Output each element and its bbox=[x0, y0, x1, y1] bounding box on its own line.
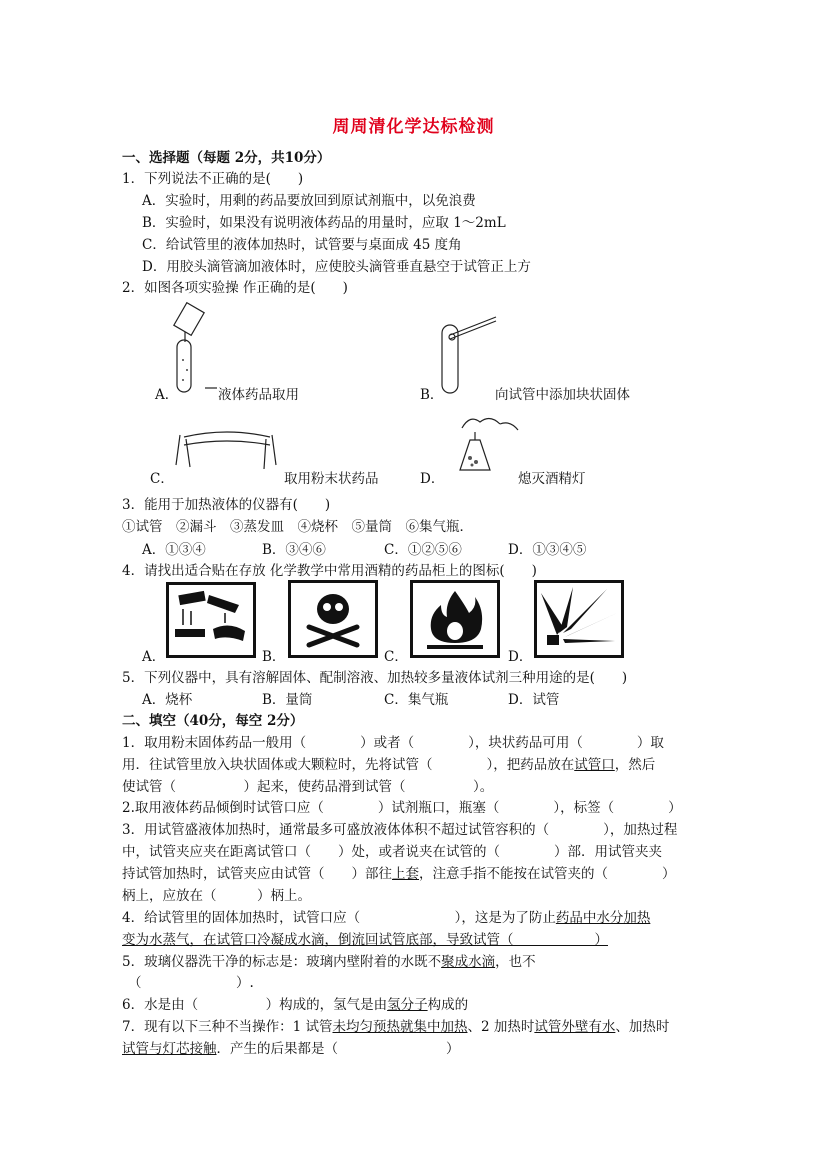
fill-1-underlined: 试管口 bbox=[574, 757, 615, 773]
q4-option-b: B． bbox=[262, 649, 286, 665]
fill-1-line-2 bbox=[122, 753, 655, 773]
fill-7-text-2: 、2 加热时 bbox=[467, 1019, 535, 1035]
fill-4-underlined: 药品中水分加热 bbox=[555, 910, 651, 926]
q4-option-d: D． bbox=[508, 649, 533, 665]
q5-option-d: D．试管 bbox=[508, 692, 560, 708]
q5-option-b: B．量筒 bbox=[262, 692, 313, 708]
fill-7-underlined-1: 未均匀预热就集中加热 bbox=[332, 1019, 468, 1035]
fill-3-line-4: 柄上，应放在（ ）柄上。 bbox=[122, 888, 311, 904]
section-1-heading: 一、选择题（每题 2分，共10分） bbox=[122, 150, 331, 166]
fill-3-underlined: 上套 bbox=[392, 866, 419, 882]
fill-4-text: 4．给试管里的固体加热时，试管口应（ ），这是为了防止 bbox=[122, 910, 556, 926]
alcohol-lamp-illustration bbox=[440, 410, 520, 485]
q4-option-c: C． bbox=[384, 649, 408, 665]
q3-items: ①试管 ②漏斗 ③蒸发皿 ④烧杯 ⑤量筒 ⑥集气瓶． bbox=[122, 519, 473, 535]
fill-1-text-end: ，然后 bbox=[614, 757, 656, 773]
fill-3-line-1: 3．用试管盛液体加热时，通常最多可盛放液体体积不超过试管容积的（ ），加热过程 bbox=[122, 822, 678, 838]
q2-b-letter: B． bbox=[420, 387, 444, 403]
section-2-heading: 二、填空（40分，每空 2分） bbox=[122, 713, 304, 729]
q4-stem: 4．请找出适合贴在存放 化学教学中常用酒精的药品柜上的图标( ) bbox=[122, 563, 537, 579]
fill-5-text: 5．玻璃仪器洗干净的标志是：玻璃内壁附着的水既不 bbox=[122, 954, 442, 970]
fill-3-text-end: ，注意手指不能按在试管夹的（ ） bbox=[419, 866, 676, 882]
tube-tongs-illustration bbox=[430, 305, 500, 395]
q3-option-d: D．①③④⑤ bbox=[508, 542, 587, 558]
q2-a-caption: 液体药品取用 bbox=[218, 387, 299, 403]
q2-d-letter: D． bbox=[420, 471, 445, 487]
fill-7-line-2 bbox=[122, 1037, 460, 1057]
fill-7-text-3: 、加热时 bbox=[615, 1019, 670, 1035]
flammable-flame-icon bbox=[410, 580, 500, 658]
toxic-skull-icon bbox=[288, 580, 378, 658]
fill-1-text: 用．往试管里放入块状固体或大颗粒时，先将试管（ ），把药品放在 bbox=[122, 757, 575, 773]
fill-3-line-2: 中，试管夹应夹在距离试管口（ ）处，或者说夹在试管的（ ）部．用试管夹夹 bbox=[122, 844, 662, 860]
fill-4-line-1 bbox=[122, 906, 650, 926]
page-title: 周周清化学达标检测 bbox=[332, 117, 495, 137]
q2-a-letter: A． bbox=[155, 387, 179, 403]
q1-option-b: B．实验时，如果没有说明液体药品的用量时，应取 1～2mL bbox=[142, 215, 506, 231]
corrosive-icon bbox=[166, 582, 256, 658]
q1-option-a: A．实验时，用剩的药品要放回到原试剂瓶中，以免浪费 bbox=[142, 193, 476, 209]
q3-option-c: C．①②⑤⑥ bbox=[384, 542, 462, 558]
q1-option-c: C．给试管里的液体加热时，试管要与桌面成 45 度角 bbox=[142, 237, 462, 253]
fill-5-line-2: （ ）. bbox=[128, 975, 254, 991]
q2-stem: 2．如图各项实验操 作正确的是( ) bbox=[122, 280, 348, 296]
fill-5-underlined: 聚成水滴 bbox=[441, 954, 496, 970]
q5-option-c: C．集气瓶 bbox=[384, 692, 449, 708]
fill-1-line-3: 使试管（ ）起来，使药品滑到试管（ ）。 bbox=[122, 779, 494, 795]
q2-d-caption: 熄灭酒精灯 bbox=[518, 471, 586, 487]
q2-c-letter: C． bbox=[150, 471, 174, 487]
fill-7-line-1 bbox=[122, 1015, 669, 1035]
fill-6-text: 6．水是由（ ）构成的，氢气是由 bbox=[122, 997, 388, 1013]
fill-6-underlined: 氢分子 bbox=[387, 997, 428, 1013]
q3-stem: 3．能用于加热液体的仪器有( ) bbox=[122, 497, 331, 513]
powder-paper-illustration bbox=[172, 415, 282, 475]
fill-2: 2.取用液体药品倾倒时试管口应（ ）试剂瓶口，瓶塞（ ），标签（ ） bbox=[122, 800, 682, 816]
fill-7-underlined-3: 试管与灯芯接触 bbox=[122, 1041, 217, 1057]
fill-5-line-1 bbox=[122, 950, 536, 970]
fill-7-text-end: ．产生的后果都是（ ） bbox=[216, 1041, 460, 1057]
fill-7-underlined-2: 试管外壁有水 bbox=[534, 1019, 616, 1035]
fill-6-text-end: 构成的 bbox=[427, 997, 469, 1013]
q5-option-a: A．烧杯 bbox=[142, 692, 193, 708]
fill-7-text: 7．现有以下三种不当操作：1 试管 bbox=[122, 1019, 333, 1035]
q1-stem: 1．下列说法不正确的是( ) bbox=[122, 171, 304, 187]
fill-1-line-1: 1．取用粉末固体药品一般用（ ）或者（ ），块状药品可用（ ）取 bbox=[122, 735, 664, 751]
q2-b-caption: 向试管中添加块状固体 bbox=[495, 387, 630, 403]
fill-3-text: 持试管加热时，试管夹应由试管（ ）部往 bbox=[122, 866, 392, 882]
fill-6 bbox=[122, 993, 468, 1013]
q2-c-caption: 取用粉末状药品 bbox=[284, 471, 379, 487]
q4-option-a: A． bbox=[142, 649, 166, 665]
q5-stem: 5．下列仪器中，具有溶解固体、配制溶液、加热较多量液体试剂三种用途的是( ) bbox=[122, 670, 628, 686]
fill-4-line-2: 变为水蒸气，在试管口冷凝成水滴，倒流回试管底部，导致试管（ ） bbox=[122, 932, 608, 948]
fill-5-text-end: ，也不 bbox=[495, 954, 536, 970]
fill-3-line-3 bbox=[122, 862, 676, 882]
q3-option-a: A．①③④ bbox=[142, 542, 206, 558]
explosive-icon bbox=[534, 580, 624, 658]
q1-option-d: D．用胶头滴管滴加液体时，应使胶头滴管垂直悬空于试管正上方 bbox=[142, 259, 531, 275]
q3-option-b: B．③④⑥ bbox=[262, 542, 326, 558]
